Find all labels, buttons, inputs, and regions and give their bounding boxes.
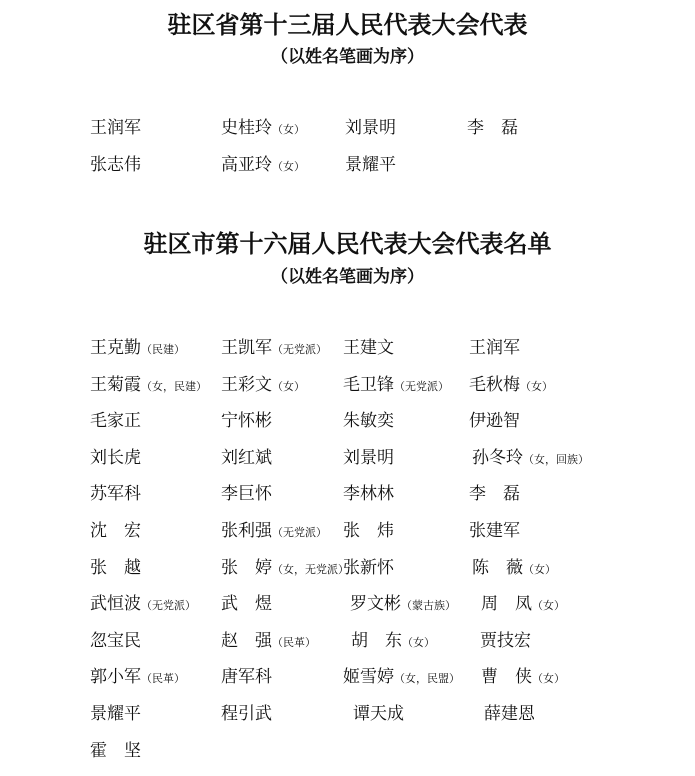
representative-name: 罗文彬 (350, 594, 401, 615)
representative (345, 116, 396, 140)
section1-title: 驻区省第十三届人民代表大会代表 (167, 10, 528, 39)
representative-name: 刘景明 (343, 447, 394, 468)
representative (221, 592, 272, 616)
representative (484, 702, 535, 726)
representative (221, 519, 327, 545)
name-row (0, 116, 695, 142)
representative (90, 739, 141, 763)
representative (343, 665, 460, 691)
representative-name: 张志伟 (90, 155, 141, 175)
representative-name: 忽宝民 (90, 630, 141, 651)
representative-name: 程引武 (221, 704, 272, 724)
representative-name: 景耀平 (345, 155, 396, 175)
representative (90, 409, 141, 433)
representative (345, 153, 396, 177)
representative (221, 446, 272, 470)
representative-name: 沈 宏 (90, 521, 141, 541)
representative-note: （无党派） (394, 379, 449, 393)
representative-note: （无党派） (141, 599, 196, 613)
representative-name: 唐军科 (221, 667, 272, 688)
representative (343, 482, 394, 506)
representative-name: 张 越 (90, 557, 141, 578)
name-row (0, 556, 695, 582)
representative (90, 702, 141, 726)
representative-name: 周 凤 (481, 594, 532, 615)
name-row (0, 519, 695, 545)
representative-note: （女，回族） (523, 452, 589, 466)
representative-note: （女，无党派） (272, 562, 349, 576)
representative-note: （无党派） (272, 343, 327, 356)
representative-name: 霍 坚 (90, 740, 141, 761)
representative (221, 665, 272, 689)
representative-name: 贾技宏 (480, 630, 531, 651)
representative-name: 刘景明 (345, 118, 396, 138)
representative-note: （女） (272, 379, 305, 393)
representative-name: 高亚玲 (221, 155, 272, 175)
representative-note: （女） (402, 635, 435, 649)
representative (90, 519, 141, 543)
representative-note: （无党派） (272, 526, 327, 539)
name-row (0, 629, 695, 655)
representative (469, 373, 553, 399)
representative-name: 张利强 (221, 521, 272, 541)
representative (343, 556, 394, 580)
representative (343, 446, 394, 470)
name-row (0, 592, 695, 618)
representative (343, 336, 394, 360)
representative-note: （女） (523, 562, 556, 576)
representative (90, 153, 141, 177)
name-row (0, 373, 695, 399)
representative (467, 116, 518, 140)
representative (469, 519, 520, 543)
representative (481, 592, 565, 618)
representative-note: （民革） (272, 635, 316, 649)
representative-name: 王克勤 (90, 338, 141, 358)
representative (221, 482, 272, 506)
representative-name: 李巨怀 (221, 484, 272, 505)
representative-name: 武恒波 (90, 594, 141, 615)
representative-name: 王彩文 (221, 374, 272, 395)
representative (90, 446, 141, 470)
representative-name: 张 炜 (343, 521, 394, 541)
representative (90, 629, 141, 653)
name-row (0, 153, 695, 179)
name-row (0, 665, 695, 691)
representative-name: 李林林 (343, 484, 394, 505)
representative (469, 336, 520, 360)
representative-note: （女） (532, 599, 565, 613)
representative-name: 陈 薇 (472, 557, 523, 578)
representative-name: 姬雪婷 (343, 667, 394, 688)
representative (343, 373, 449, 399)
section2-title: 驻区市第十六届人民代表大会代表名单 (143, 229, 552, 258)
representative (481, 665, 565, 691)
representative (353, 702, 404, 726)
representative-name: 王润军 (469, 338, 520, 358)
representative-name: 史桂玲 (221, 118, 272, 138)
section1-subtitle: （以姓名笔画为序） (271, 47, 424, 67)
representative (350, 592, 456, 618)
representative (469, 409, 520, 433)
representative (343, 519, 394, 543)
representative-note: （民革） (141, 672, 185, 686)
representative-name: 武 煜 (221, 594, 272, 615)
section2-subtitle: （以姓名笔画为序） (271, 267, 424, 287)
representative (221, 702, 272, 726)
representative-name: 曹 侠 (481, 667, 532, 688)
representative-note: （女） (532, 672, 565, 686)
representative-name: 李 磊 (469, 484, 520, 505)
representative (472, 556, 556, 582)
representative (351, 629, 435, 655)
representative-name: 伊逊智 (469, 411, 520, 432)
representative (221, 336, 327, 362)
representative-name: 王建文 (343, 338, 394, 358)
representative (469, 482, 520, 506)
representative-name: 薛建恩 (484, 704, 535, 724)
representative (90, 556, 141, 580)
representative (221, 629, 316, 655)
representative (221, 116, 305, 142)
representative-note: （女，民盟） (394, 672, 460, 686)
representative-name: 毛秋梅 (469, 374, 520, 395)
representative (480, 629, 531, 653)
name-row (0, 482, 695, 508)
representative (221, 556, 349, 582)
representative-note: （女） (520, 379, 553, 393)
representative-name: 张新怀 (343, 557, 394, 578)
representative-name: 毛卫锋 (343, 374, 394, 395)
representative (90, 116, 141, 140)
representative (221, 153, 305, 179)
representative-name: 朱敏奕 (343, 411, 394, 432)
representative (90, 665, 185, 691)
representative-name: 郭小军 (90, 667, 141, 688)
representative-name: 张 婷 (221, 557, 272, 578)
name-row (0, 446, 695, 472)
representative (90, 336, 185, 362)
representative (221, 409, 272, 433)
name-row (0, 409, 695, 435)
representative-name: 赵 强 (221, 630, 272, 651)
representative-name: 王润军 (90, 118, 141, 138)
representative-name: 宁怀彬 (221, 411, 272, 432)
representative-name: 苏军科 (90, 484, 141, 505)
representative (90, 592, 196, 618)
representative-name: 毛家正 (90, 411, 141, 432)
name-row (0, 739, 695, 765)
representative (343, 409, 394, 433)
representative-name: 刘红斌 (221, 447, 272, 468)
representative-note: （蒙古族） (401, 599, 456, 613)
representative-name: 胡 东 (351, 630, 402, 651)
representative-name: 景耀平 (90, 704, 141, 724)
representative-name: 孙冬玲 (472, 447, 523, 468)
representative-note: （女） (272, 123, 305, 136)
representative-name: 王凯军 (221, 338, 272, 358)
representative (90, 482, 141, 506)
representative-note: （女，民建） (141, 379, 207, 393)
representative-note: （民建） (141, 343, 185, 356)
name-row (0, 702, 695, 728)
representative-name: 张建军 (469, 521, 520, 541)
representative-name: 谭天成 (353, 704, 404, 724)
representative-note: （女） (272, 160, 305, 173)
representative-name: 刘长虎 (90, 447, 141, 468)
representative (472, 446, 589, 472)
representative (90, 373, 207, 399)
representative-name: 王菊霞 (90, 374, 141, 395)
representative-name: 李 磊 (467, 118, 518, 138)
representative (221, 373, 305, 399)
name-row (0, 336, 695, 362)
